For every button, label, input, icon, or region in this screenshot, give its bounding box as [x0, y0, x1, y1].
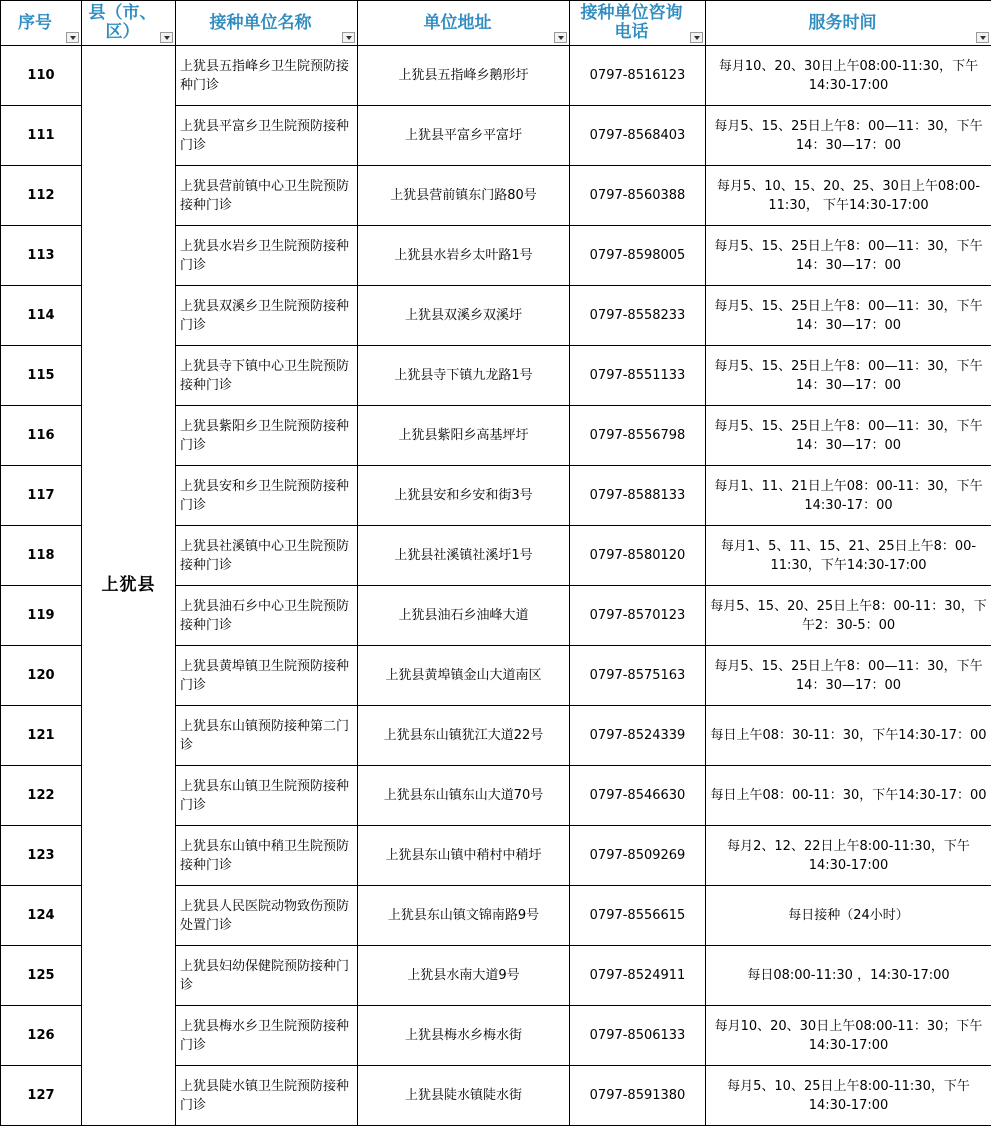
site-phone: 0797-8575163: [570, 646, 706, 706]
site-address: 上犹县平富乡平富圩: [358, 106, 570, 166]
site-address: 上犹县东山镇犹江大道22号: [358, 706, 570, 766]
service-hours: 每月1、5、11、15、21、25日上午8：00-11:30，下午14:30-17:00: [706, 526, 991, 586]
site-name: 上犹县梅水乡卫生院预防接种门诊: [176, 1006, 358, 1066]
row-seq: 124: [1, 886, 82, 946]
site-address: 上犹县东山镇文锦南路9号: [358, 886, 570, 946]
site-phone: 0797-8560388: [570, 166, 706, 226]
site-phone: 0797-8558233: [570, 286, 706, 346]
service-hours: 每日上午08：00-11：30，下午14:30-17：00: [706, 766, 991, 826]
table-row: [1, 46, 991, 106]
site-name: 上犹县平富乡卫生院预防接种门诊: [176, 106, 358, 166]
site-address: 上犹县梅水乡梅水街: [358, 1006, 570, 1066]
header-name-label: 接种单位名称: [209, 12, 312, 33]
site-name: 上犹县东山镇中稍卫生院预防接种门诊: [176, 826, 358, 886]
filter-dropdown-icon[interactable]: [690, 32, 703, 43]
service-hours: 每月5、15、25日上午8：00—11：30，下午14：30—17：00: [706, 286, 991, 346]
site-phone: 0797-8524911: [570, 946, 706, 1006]
site-name: 上犹县安和乡卫生院预防接种门诊: [176, 466, 358, 526]
site-name: 上犹县人民医院动物致伤预防处置门诊: [176, 886, 358, 946]
site-phone: 0797-8551133: [570, 346, 706, 406]
row-seq: 116: [1, 406, 82, 466]
service-hours: 每月1、11、21日上午08：00-11：30，下午14:30-17：00: [706, 466, 991, 526]
site-address: 上犹县水南大道9号: [358, 946, 570, 1006]
service-hours: 每月5、15、25日上午8：00—11：30，下午14：30—17：00: [706, 406, 991, 466]
row-seq: 125: [1, 946, 82, 1006]
site-address: 上犹县陡水镇陡水街: [358, 1066, 570, 1126]
row-seq: 126: [1, 1006, 82, 1066]
site-phone: 0797-8591380: [570, 1066, 706, 1126]
county-cell: 上犹县: [82, 46, 176, 1126]
filter-dropdown-icon[interactable]: [66, 32, 79, 43]
site-phone: 0797-8568403: [570, 106, 706, 166]
site-address: 上犹县寺下镇九龙路1号: [358, 346, 570, 406]
site-name: 上犹县营前镇中心卫生院预防接种门诊: [176, 166, 358, 226]
row-seq: 113: [1, 226, 82, 286]
header-hours: [706, 1, 991, 46]
site-phone: 0797-8570123: [570, 586, 706, 646]
site-phone: 0797-8516123: [570, 46, 706, 106]
row-seq: 127: [1, 1066, 82, 1126]
header-seq-label: 序号: [18, 12, 52, 33]
site-address: 上犹县营前镇东门路80号: [358, 166, 570, 226]
header-county-label: 县（市、区）: [88, 3, 157, 42]
row-seq: 115: [1, 346, 82, 406]
site-name: 上犹县黄埠镇卫生院预防接种门诊: [176, 646, 358, 706]
site-name: 上犹县水岩乡卫生院预防接种门诊: [176, 226, 358, 286]
site-address: 上犹县安和乡安和街3号: [358, 466, 570, 526]
site-name: 上犹县东山镇卫生院预防接种门诊: [176, 766, 358, 826]
service-hours: 每日上午08：30-11：30，下午14:30-17：00: [706, 706, 991, 766]
header-address-label: 单位地址: [423, 12, 492, 33]
header-phone: [570, 1, 706, 46]
service-hours: 每月5、15、25日上午8：00—11：30，下午14：30—17：00: [706, 646, 991, 706]
service-hours: 每月5、15、20、25日上午8：00-11：30，下午2：30-5：00: [706, 586, 991, 646]
service-hours: 每月2、12、22日上午8:00-11:30，下午14:30-17:00: [706, 826, 991, 886]
site-name: 上犹县社溪镇中心卫生院预防接种门诊: [176, 526, 358, 586]
row-seq: 118: [1, 526, 82, 586]
site-address: 上犹县东山镇中稍村中稍圩: [358, 826, 570, 886]
site-name: 上犹县寺下镇中心卫生院预防接种门诊: [176, 346, 358, 406]
row-seq: 110: [1, 46, 82, 106]
header-seq: [1, 1, 82, 46]
site-phone: 0797-8556798: [570, 406, 706, 466]
row-seq: 122: [1, 766, 82, 826]
site-phone: 0797-8524339: [570, 706, 706, 766]
site-phone: 0797-8506133: [570, 1006, 706, 1066]
row-seq: 117: [1, 466, 82, 526]
row-seq: 123: [1, 826, 82, 886]
site-name: 上犹县陡水镇卫生院预防接种门诊: [176, 1066, 358, 1126]
site-address: 上犹县黄埠镇金山大道南区: [358, 646, 570, 706]
service-hours: 每月10、20、30日上午08:00-11：30；下午14:30-17:00: [706, 1006, 991, 1066]
site-phone: 0797-8509269: [570, 826, 706, 886]
row-seq: 114: [1, 286, 82, 346]
site-name: 上犹县东山镇预防接种第二门诊: [176, 706, 358, 766]
filter-dropdown-icon[interactable]: [554, 32, 567, 43]
site-address: 上犹县五指峰乡鹅形圩: [358, 46, 570, 106]
service-hours: 每月5、10、25日上午8:00-11:30，下午14:30-17:00: [706, 1066, 991, 1126]
service-hours: 每月5、15、25日上午8：00—11：30，下午14：30—17：00: [706, 226, 991, 286]
header-county: [82, 1, 176, 46]
site-address: 上犹县双溪乡双溪圩: [358, 286, 570, 346]
site-phone: 0797-8580120: [570, 526, 706, 586]
header-name: [176, 1, 358, 46]
service-hours: 每月10、20、30日上午08:00-11:30，下午14:30-17:00: [706, 46, 991, 106]
site-name: 上犹县双溪乡卫生院预防接种门诊: [176, 286, 358, 346]
site-address: 上犹县水岩乡太叶路1号: [358, 226, 570, 286]
site-address: 上犹县东山镇东山大道70号: [358, 766, 570, 826]
site-address: 上犹县社溪镇社溪圩1号: [358, 526, 570, 586]
filter-dropdown-icon[interactable]: [976, 32, 989, 43]
header-address: [358, 1, 570, 46]
site-name: 上犹县五指峰乡卫生院预防接种门诊: [176, 46, 358, 106]
site-name: 上犹县紫阳乡卫生院预防接种门诊: [176, 406, 358, 466]
filter-dropdown-icon[interactable]: [160, 32, 173, 43]
row-seq: 111: [1, 106, 82, 166]
filter-dropdown-icon[interactable]: [342, 32, 355, 43]
header-phone-label: 接种单位咨询电话: [580, 3, 683, 42]
service-hours: 每日08:00-11:30 ，14:30-17:00: [706, 946, 991, 1006]
site-phone: 0797-8556615: [570, 886, 706, 946]
header-row: [1, 1, 991, 46]
site-address: 上犹县紫阳乡高基坪圩: [358, 406, 570, 466]
site-name: 上犹县妇幼保健院预防接种门诊: [176, 946, 358, 1006]
site-phone: 0797-8588133: [570, 466, 706, 526]
service-hours: 每月5、15、25日上午8：00—11：30，下午14：30—17：00: [706, 346, 991, 406]
row-seq: 120: [1, 646, 82, 706]
row-seq: 119: [1, 586, 82, 646]
row-seq: 121: [1, 706, 82, 766]
site-address: 上犹县油石乡油峰大道: [358, 586, 570, 646]
row-seq: 112: [1, 166, 82, 226]
site-phone: 0797-8598005: [570, 226, 706, 286]
service-hours: 每月5、15、25日上午8：00—11：30，下午14：30—17：00: [706, 106, 991, 166]
service-hours: 每日接种（24小时）: [706, 886, 991, 946]
site-phone: 0797-8546630: [570, 766, 706, 826]
header-hours-label: 服务时间: [808, 12, 877, 33]
service-hours: 每月5、10、15、20、25、30日上午08:00-11:30， 下午14:30-17:00: [706, 166, 991, 226]
site-name: 上犹县油石乡中心卫生院预防接种门诊: [176, 586, 358, 646]
